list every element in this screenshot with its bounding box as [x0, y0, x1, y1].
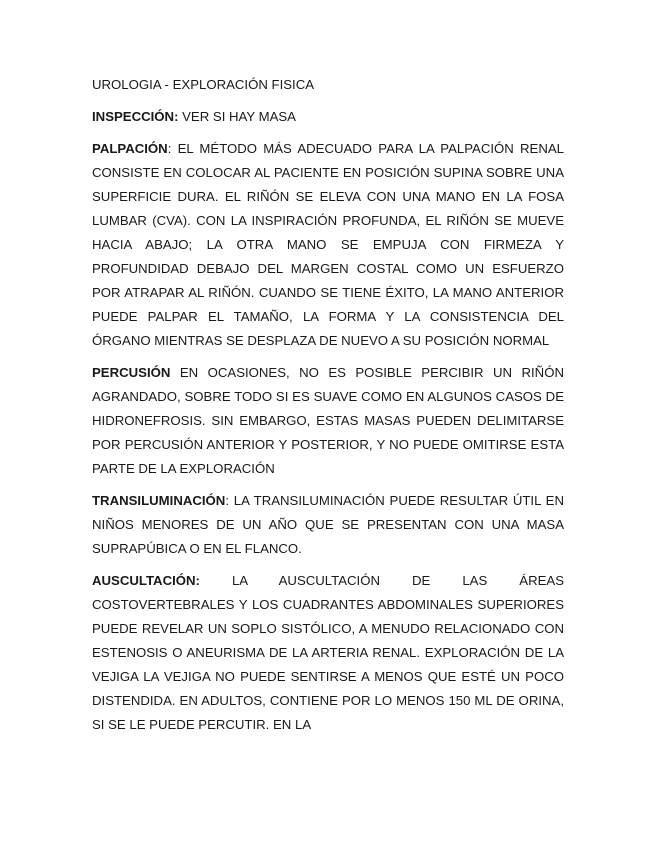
section-palpacion [92, 137, 564, 353]
section-auscultacion [92, 569, 564, 737]
section-heading: TRANSILUMINACIÓN [92, 493, 226, 508]
section-heading: INSPECCIÓN: [92, 109, 179, 124]
section-body: LA AUSCULTACIÓN DE LAS ÁREAS COSTOVERTEBRALES Y LOS CUADRANTES ABDOMINALES SUPERIORES PUEDE REVELAR UN SOPLO SISTÓLICO, A MENUDO RELACIONADO CON ESTENOSIS O ANEURISMA DE LA ARTERIA RENAL. EXPLORACIÓN DE LA VEJIGA LA VEJIGA NO PUEDE SENTIRSE A MENOS QUE ESTÉ UN POCO DISTENDIDA. EN ADULTOS, CONTIENE POR LO MENOS 150 ML DE ORINA, SI SE LE PUEDE PERCUTIR. EN LA [92, 573, 564, 732]
section-heading: PERCUSIÓN [92, 365, 171, 380]
section-body: : EL MÉTODO MÁS ADECUADO PARA LA PALPACIÓN RENAL CONSISTE EN COLOCAR AL PACIENTE EN POSICIÓN SUPINA SOBRE UNA SUPERFICIE DURA. EL RIÑÓN SE ELEVA CON UNA MANO EN LA FOSA LUMBAR (CVA). CON LA INSPIRACIÓN PROFUNDA, EL RIÑÓN SE MUEVE HACIA ABAJO; LA OTRA MANO SE EMPUJA CON FIRMEZA Y PROFUNDIDAD DEBAJO DEL MARGEN COSTAL COMO UN ESFUERZO POR ATRAPAR AL RIÑÓN. CUANDO SE TIENE ÉXITO, LA MANO ANTERIOR PUEDE PALPAR EL TAMAÑO, LA FORMA Y LA CONSISTENCIA DEL ÓRGANO MIENTRAS SE DESPLAZA DE NUEVO A SU POSICIÓN NORMAL [92, 141, 564, 348]
section-body: : LA TRANSILUMINACIÓN PUEDE RESULTAR ÚTIL EN NIÑOS MENORES DE UN AÑO QUE SE PRESENTAN CON UNA MASA SUPRAPÚBICA O EN EL FLANCO. [92, 493, 564, 556]
section-inspeccion [92, 105, 564, 129]
section-heading: AUSCULTACIÓN: [92, 573, 200, 588]
section-percusion [92, 361, 564, 481]
document-page [92, 73, 564, 745]
section-body: VER SI HAY MASA [178, 109, 296, 124]
page-title: UROLOGIA - EXPLORACIÓN FISICA [92, 77, 315, 92]
section-body: EN OCASIONES, NO ES POSIBLE PERCIBIR UN RIÑÓN AGRANDADO, SOBRE TODO SI ES SUAVE COMO EN ALGUNOS CASOS DE HIDRONEFROSIS. SIN EMBARGO, ESTAS MASAS PUEDEN DELIMITARSE POR PERCUSIÓN ANTERIOR Y POSTERIOR, Y NO PUEDE OMITIRSE ESTA PARTE DE LA EXPLORACIÓN [92, 365, 564, 476]
section-heading: PALPACIÓN [92, 141, 168, 156]
section-transiluminacion [92, 489, 564, 561]
